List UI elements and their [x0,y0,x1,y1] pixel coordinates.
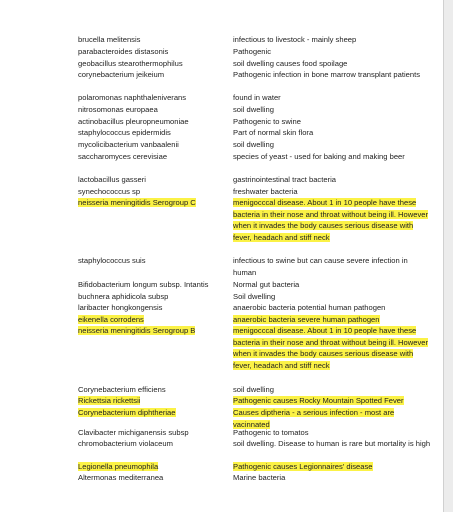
organism-name [78,302,228,314]
organism-description-text: Marine bacteria [233,473,286,482]
organism-description-text: Part of normal skin flora [233,128,314,137]
organism-name-text: brucella melitensis [78,35,141,44]
organism-description [233,174,431,186]
organism-name [78,395,228,407]
organism-name [78,472,228,484]
organism-description-text: soil dwelling [233,140,274,149]
organism-name [78,197,228,209]
organism-name [78,407,228,419]
organism-description-text: Normal gut bacteria [233,280,300,289]
organism-name [78,151,228,163]
organism-description-text: infectious to swine but can cause severe infection in human [233,256,408,277]
organism-description [233,151,431,163]
organism-description-text: infectious to livestock - mainly sheep [233,35,357,44]
organism-name-text: Altermonas mediterranea [78,473,164,482]
organism-name-text: buchnera aphidicola subsp [78,292,169,301]
organism-description-text: soil dwelling. Disease to human is rare but mortality is high [233,439,431,448]
organism-description-text: menigocccal disease. About 1 in 10 people have these bacteria in their nose and throat without being ill. However when it invades the body causes serious disease with fever, headach and stiff neck [233,326,429,370]
organism-name [78,58,228,70]
organism-description [233,427,431,439]
organism-description [233,58,431,70]
organism-name [78,427,228,439]
organism-name-text: neisseria meningitidis Serogroup B [78,326,196,335]
organism-description-text: soil dwelling [233,385,274,394]
organism-name-text: laribacter hongkongensis [78,303,163,312]
organism-description [233,116,431,128]
organism-name-text: neisseria meningitidis Serogroup C [78,198,196,207]
organism-description [233,438,431,450]
organism-description-text: soil dwelling [233,105,274,114]
organism-name-text: Bifidobacterium longum subsp. Intantis [78,280,209,289]
organism-description [233,395,431,407]
organism-description [233,92,431,104]
organism-description [233,279,431,291]
organism-description [233,197,431,243]
organism-name [78,139,228,151]
organism-name-text: mycolicibacterium vanbaalenii [78,140,179,149]
organism-name-text: Rickettsia rickettsii [78,396,141,405]
organism-name-text: Legionella pneumophila [78,462,159,471]
organism-name [78,46,228,58]
organism-name [78,325,228,337]
organism-name [78,255,228,267]
organism-name-text: chromobacterium violaceum [78,439,173,448]
organism-name [78,34,228,46]
organism-name [78,438,228,450]
organism-description-text: found in water [233,93,281,102]
organism-description-text: Causes diptheria - a serious infection - most are vacinnated [233,408,395,429]
organism-description-text: Pathogenic causes Rocky Mountain Spotted Fever [233,396,404,405]
organism-description-text: Pathogenic to swine [233,117,301,126]
organism-name-text: parabacteroides distasonis [78,47,169,56]
organism-description [233,384,431,396]
organism-description-text: species of yeast - used for baking and making beer [233,152,405,161]
organism-description-text: anaerobic bacteria potential human pathogen [233,303,386,312]
organism-description-text: freshwater bacteria [233,187,298,196]
organism-description [233,46,431,58]
organism-name [78,279,228,291]
organism-name-text: staphylococcus suis [78,256,146,265]
organism-description [233,302,431,314]
organism-description-text: soil dwelling causes food spoilage [233,59,348,68]
organism-description [233,69,431,81]
organism-description-text: Pathogenic [233,47,271,56]
organism-name-text: eikenella corrodens [78,315,144,324]
organism-description [233,104,431,116]
organism-name-text: synechococcus sp [78,187,141,196]
organism-description [233,472,431,484]
organism-name [78,104,228,116]
organism-name [78,314,228,326]
organism-description [233,34,431,46]
organism-name-text: lactobacillus gasseri [78,175,146,184]
organism-name [78,291,228,303]
organism-description [233,255,431,278]
organism-name-text: actinobacillus pleuropneumoniae [78,117,189,126]
organism-description [233,291,431,303]
organism-name-text: geobacillus stearothermophilus [78,59,183,68]
organism-name [78,186,228,198]
organism-name-text: Clavibacter michiganensis subsp [78,428,189,437]
organism-name [78,127,228,139]
organism-name [78,461,228,473]
organism-description [233,127,431,139]
organism-name-text: corynebacterium jeikeium [78,70,165,79]
organism-description [233,139,431,151]
organism-name-text: nitrosomonas europaea [78,105,158,114]
organism-description-text: Pathogenic causes Legionnaires' disease [233,462,373,471]
organism-name-text: staphylococcus epidermidis [78,128,171,137]
organism-description [233,461,431,473]
organism-name [78,116,228,128]
organism-name-text: Corynebacterium efficiens [78,385,166,394]
organism-description-text: gastrinointestinal tract bacteria [233,175,336,184]
organism-description [233,314,431,326]
organism-name [78,92,228,104]
organism-name-text: Corynebacterium diphtheriae [78,408,176,417]
organism-description-text: anaerobic bacteria severe human pathogen [233,315,380,324]
organism-description-text: Pathogenic infection in bone marrow transplant patients [233,70,421,79]
organism-description-text: Pathogenic to tomatos [233,428,309,437]
organism-description-text: menigocccal disease. About 1 in 10 people have these bacteria in their nose and throat without being ill. However when it invades the body causes serious disease with fever, headach and stiff neck [233,198,429,242]
organism-description-text: Soil dwelling [233,292,276,301]
organism-description [233,186,431,198]
organism-name-text: polaromonas naphthaleniverans [78,93,187,102]
organism-name [78,69,228,81]
organism-name-text: saccharomyces cerevisiae [78,152,168,161]
organism-name [78,174,228,186]
organism-description [233,325,431,371]
page-margin [444,0,453,512]
organism-name [78,384,228,396]
